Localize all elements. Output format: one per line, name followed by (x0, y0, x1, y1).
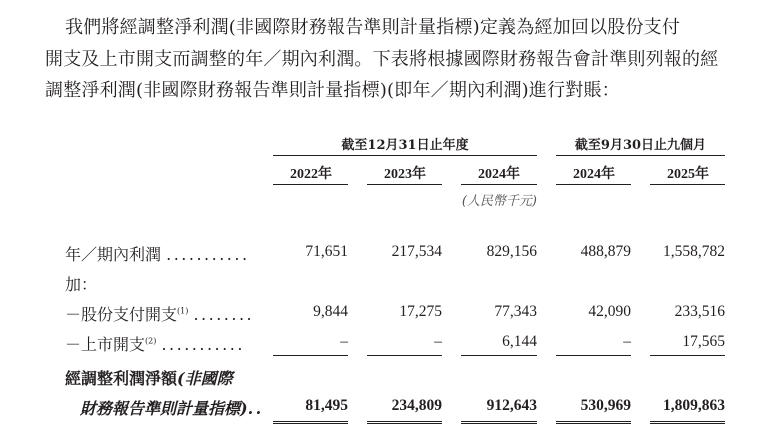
cell-value: 42,090 (588, 303, 631, 320)
paragraph-line-3: 調整淨利潤(非國際財務報告準則計量指標)(即年／期內利潤)進行對賬： (45, 80, 620, 101)
cell-value: 233,516 (674, 303, 725, 320)
total-value: 912,643 (486, 397, 537, 414)
divider (461, 184, 537, 185)
cell-value: – (340, 333, 348, 350)
double-underline (556, 421, 631, 424)
divider (650, 184, 725, 185)
year-header: 2022年 (290, 167, 332, 182)
divider (461, 355, 537, 356)
cell-value: 829,156 (486, 243, 537, 260)
cell-value: – (623, 333, 631, 350)
row-label: 年／期內利潤 ........... (65, 245, 250, 264)
row-label: －上市開支$^{(2)}$ ........... (65, 335, 245, 354)
total-label-line-2: 財務報告準則計量指標).. (80, 399, 264, 418)
year-header: 2024年 (573, 167, 615, 182)
divider (273, 355, 348, 356)
total-value: 530,969 (580, 397, 631, 414)
divider (556, 355, 631, 356)
cell-value: – (434, 333, 442, 350)
divider (556, 184, 631, 185)
total-value: 1,809,863 (663, 397, 725, 414)
divider (273, 184, 348, 185)
double-underline (273, 421, 348, 424)
row-label: －股份支付開支$^{(1)}$ ........ (65, 305, 255, 324)
group-header-annual: 截至12月31日止年度 (341, 138, 469, 153)
divider (650, 355, 725, 356)
cell-value: 17,565 (682, 333, 725, 350)
cell-value: 488,879 (580, 243, 631, 260)
total-value: 234,809 (391, 397, 442, 414)
total-label-line-1: 經調整利潤淨額(非國際 (65, 369, 233, 388)
cell-value: 17,275 (399, 303, 442, 320)
paragraph-line-2: 開支及上市開支而調整的年／期內利潤。下表將根據國際財務報告會計準則列報的經 (45, 49, 719, 70)
group-header-nine-months: 截至9月30日止九個月 (574, 138, 707, 153)
divider (367, 184, 442, 185)
cell-value: 77,343 (494, 303, 537, 320)
divider (556, 155, 725, 156)
paragraph-line-1: 我們將經調整淨利潤(非國際財務報告準則計量指標)定義為經加回以股份支付 (65, 17, 681, 38)
cell-value: 9,844 (313, 303, 348, 320)
divider (273, 155, 537, 156)
year-header: 2025年 (667, 167, 709, 182)
total-value: 81,495 (305, 397, 348, 414)
double-underline (367, 421, 442, 424)
cell-value: 217,534 (391, 243, 442, 260)
cell-value: 1,558,782 (663, 243, 725, 260)
row-label: 加： (65, 275, 98, 294)
cell-value: 6,144 (502, 333, 537, 350)
year-header: 2024年 (478, 167, 520, 182)
unit-label: (人民幣千元) (461, 194, 537, 209)
divider (367, 355, 442, 356)
year-header: 2023年 (384, 167, 426, 182)
cell-value: 71,651 (305, 243, 348, 260)
double-underline (461, 421, 537, 424)
double-underline (650, 421, 725, 424)
